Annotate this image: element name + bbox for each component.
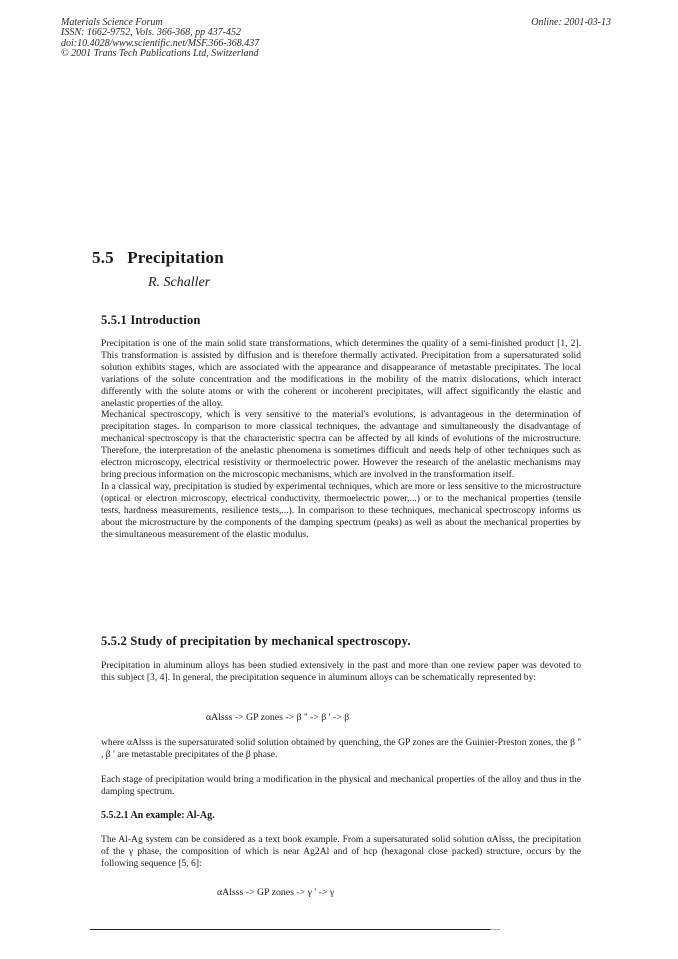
study-para-1: Precipitation in aluminum alloys has been studied extensively in the past and more than one review paper was devoted to this subject [3, 4]. In general, the precipitation sequence in aluminum alloys can be schematically represented by: xyxy=(101,660,581,683)
doi-line[interactable]: doi:10.4028/www.scientific.net/MSF.366-368.437 xyxy=(61,37,260,49)
intro-paragraph: In a classical way, precipitation is studied by experimental techniques, which are more or less sensitive to the microstructure (optical or electron microscopy, electrical conductivity, thermoelectric power,...) or to the mechanical properties (tensile tests, hardness measurements, resilience tests,...). In comparison to these techniques, mechanical spectroscopy informs us about the microstructure by the components of the damping spectrum (peaks) as well as about the mechanical properties by the simultaneous measurement of the elastic modulus. xyxy=(101,480,581,540)
footer-rule xyxy=(90,929,490,930)
online-date: Online: 2001-03-13 xyxy=(531,17,611,28)
section-title: 5.5 Precipitation xyxy=(92,248,224,267)
intro-paragraph: Mechanical spectroscopy, which is very sensitive to the material's evolutions, is advantageous in the determination of precipitation stages. In comparison to more classical techniques, the advantage and simultaneously the disadvantage of mechanical spectroscopy is that the characteristic spectra can be affected by all kinds of evolutions of the microstructure. Therefore, the interpretation of the anelastic phenomena is sometimes difficult and needs help of other techniques such as electron microscopy, electrical resistivity or thermoelectric power. However the research of the anelastic mechanisms may bring precious information on the microscopic mechanisms, which are involved in the transformation itself. xyxy=(101,409,581,480)
study-para-3: Each stage of precipitation would bring a modification in the physical and mechanical properties of the alloy and thus in the damping spectrum. xyxy=(101,774,581,797)
study-para-2: where αAlsss is the supersaturated solid solution obtained by quenching, the GP zones are the Guinier-Preston zones, the β '' , β ' are metastable precipitates of the β phase. xyxy=(101,737,581,760)
journal-header xyxy=(61,18,259,60)
example-heading: 5.5.2.1 An example: Al-Ag. xyxy=(101,810,215,821)
al-ag-sequence-formula: αAlsss -> GP zones -> γ ' -> γ xyxy=(217,887,335,898)
intro-body xyxy=(101,338,581,540)
example-para: The Al-Ag system can be considered as a text book example. From a supersaturated solid solution αAlsss, the precipitation of the γ phase, the composition of which is near Ag2Al and of hcp (hexagonal close packed) structure, occurs by the following sequence [5, 6]: xyxy=(101,834,581,869)
journal-name: Materials Science Forum xyxy=(61,17,163,28)
copyright-line: © 2001 Trans Tech Publications Ltd, Switzerland xyxy=(61,48,259,60)
footer-rule-dash xyxy=(490,929,500,930)
intro-heading: 5.5.1 Introduction xyxy=(101,313,201,327)
precipitation-sequence-formula: αAlsss -> GP zones -> β '' -> β ' -> β xyxy=(206,712,350,723)
study-heading: 5.5.2 Study of precipitation by mechanical spectroscopy. xyxy=(101,634,411,648)
author-name: R. Schaller xyxy=(148,275,211,290)
issn-line: ISSN: 1662-9752, Vols. 366-368, pp 437-452 xyxy=(61,27,241,39)
intro-paragraph: Precipitation is one of the main solid state transformations, which determines the quality of a semi-finished product [1, 2]. This transformation is assisted by diffusion and is therefore thermally activated. Precipitation from a supersaturated solid solution exhibits stages, which are associated with the appearance and disappearance of metastable precipitates. The local variations of the solute concentration and the modifications in the mobility of the matrix dislocations, which interact differently with the solute atoms or with the coherent or incoherent precipitates, will affect significantly the elastic and anelastic properties of the alloy. xyxy=(101,338,581,409)
